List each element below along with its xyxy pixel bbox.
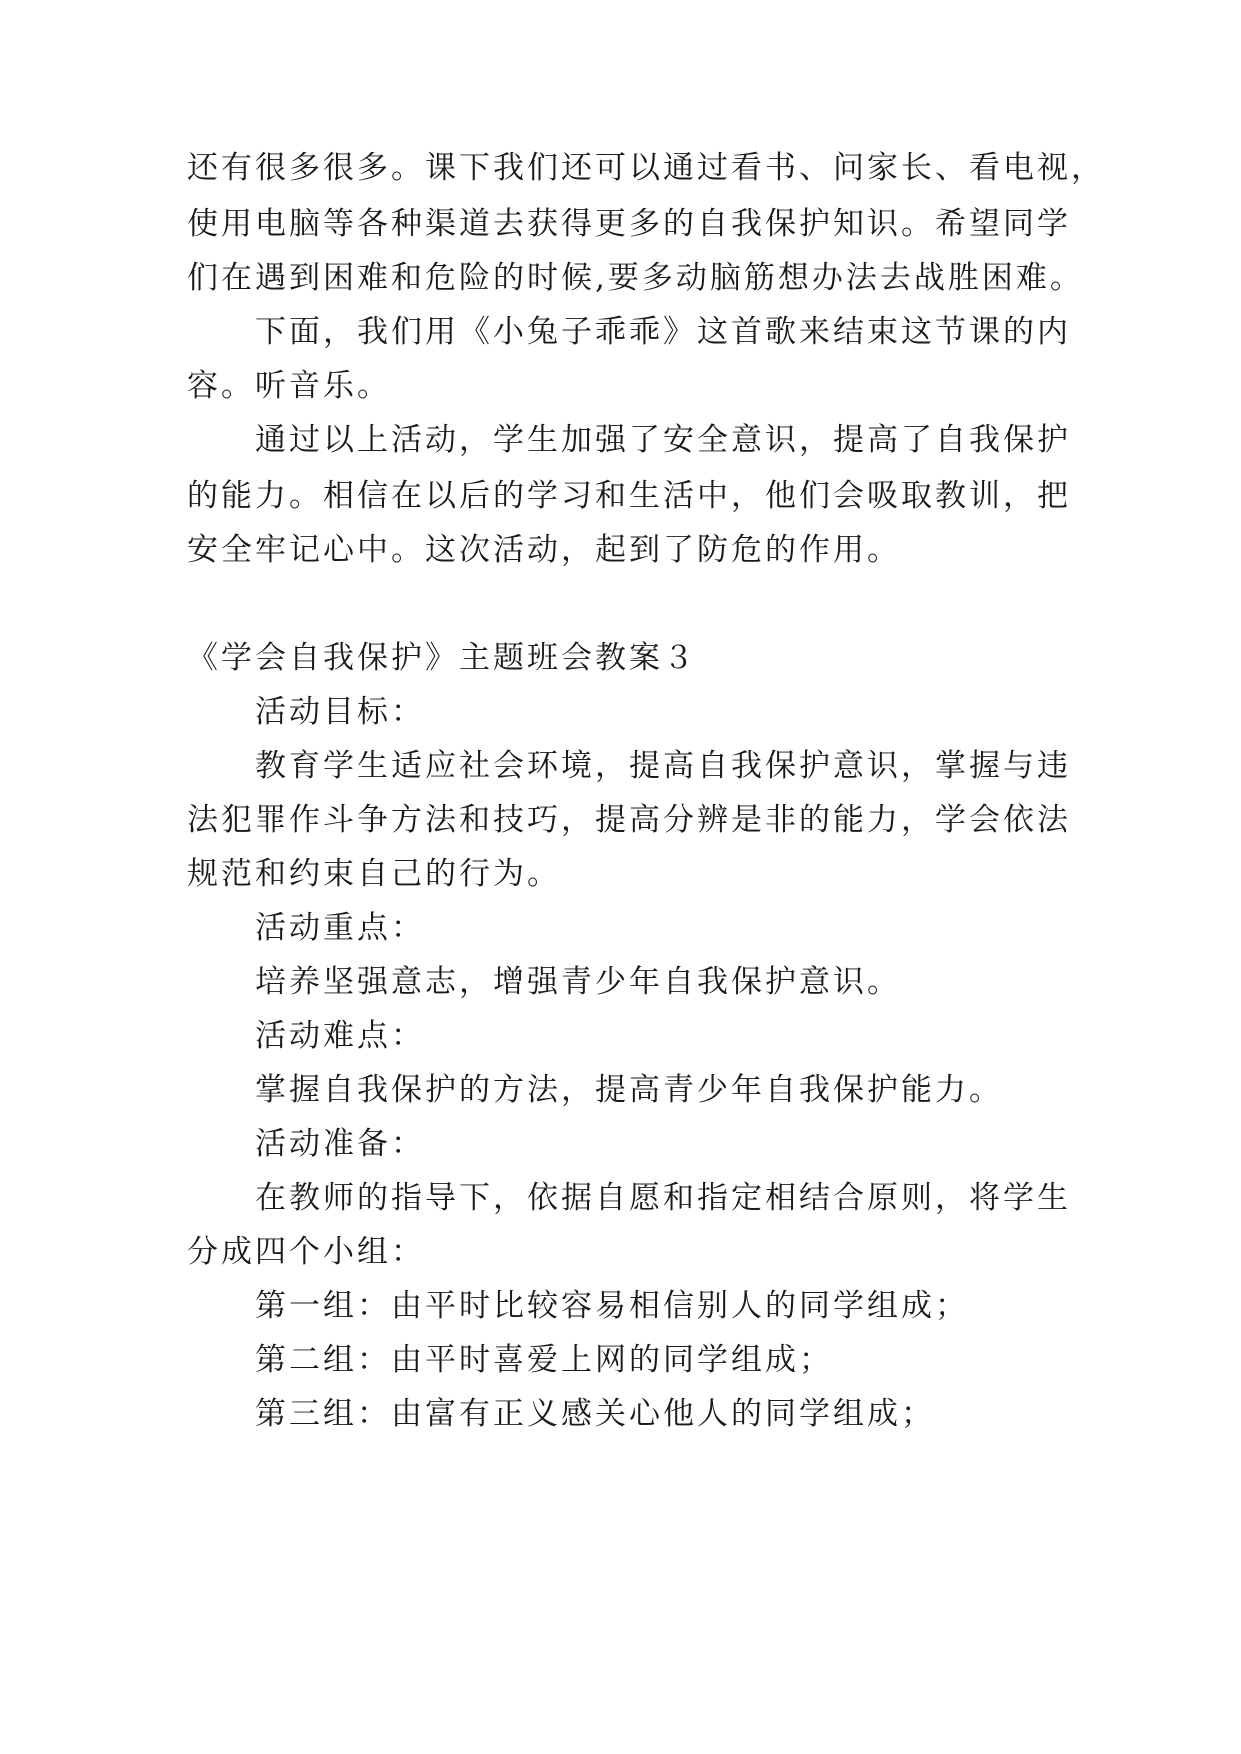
paragraph-line: 在教师的指导下，依据自愿和指定相结合原则，将学生 [255, 1180, 1071, 1216]
goal-heading: 活动目标： [255, 694, 425, 730]
paragraph-line: 下面，我们用《小兔子乖乖》这首歌来结束这节课的内 [255, 314, 1071, 350]
section-title: 《学会自我保护》主题班会教案３ [187, 640, 697, 676]
paragraph-line: 安全牢记心中。这次活动，起到了防危的作用。 [187, 532, 901, 568]
paragraph-line: 规范和约束自己的行为。 [187, 856, 561, 892]
paragraph-line: 分成四个小组： [187, 1234, 425, 1270]
focus-heading: 活动重点： [255, 910, 425, 946]
focus-text: 培养坚强意志，增强青少年自我保护意识。 [255, 964, 901, 1000]
paragraph-line: 使用电脑等各种渠道去获得更多的自我保护知识。希望同学 [187, 206, 1071, 242]
difficulty-text: 掌握自我保护的方法，提高青少年自我保护能力。 [255, 1072, 1003, 1108]
paragraph-line: 们在遇到困难和危险的时候,要多动脑筋想办法去战胜困难。 [187, 260, 1084, 296]
paragraph-line: 的能力。相信在以后的学习和生活中，他们会吸取教训，把 [187, 478, 1071, 514]
paragraph-line: 还有很多很多。课下我们还可以通过看书、问家长、看电视， [187, 150, 1105, 186]
paragraph-line: 法犯罪作斗争方法和技巧，提高分辨是非的能力，学会依法 [187, 802, 1071, 838]
paragraph-line: 教育学生适应社会环境，提高自我保护意识，掌握与违 [255, 748, 1071, 784]
group-item: 第一组：由平时比较容易相信别人的同学组成； [255, 1288, 969, 1324]
prep-heading: 活动准备： [255, 1126, 425, 1162]
group-item: 第二组：由平时喜爱上网的同学组成； [255, 1342, 833, 1378]
difficulty-heading: 活动难点： [255, 1018, 425, 1054]
paragraph-line: 通过以上活动，学生加强了安全意识，提高了自我保护 [255, 422, 1071, 458]
paragraph-line: 容。听音乐。 [187, 368, 391, 404]
group-item: 第三组：由富有正义感关心他人的同学组成； [255, 1396, 935, 1432]
